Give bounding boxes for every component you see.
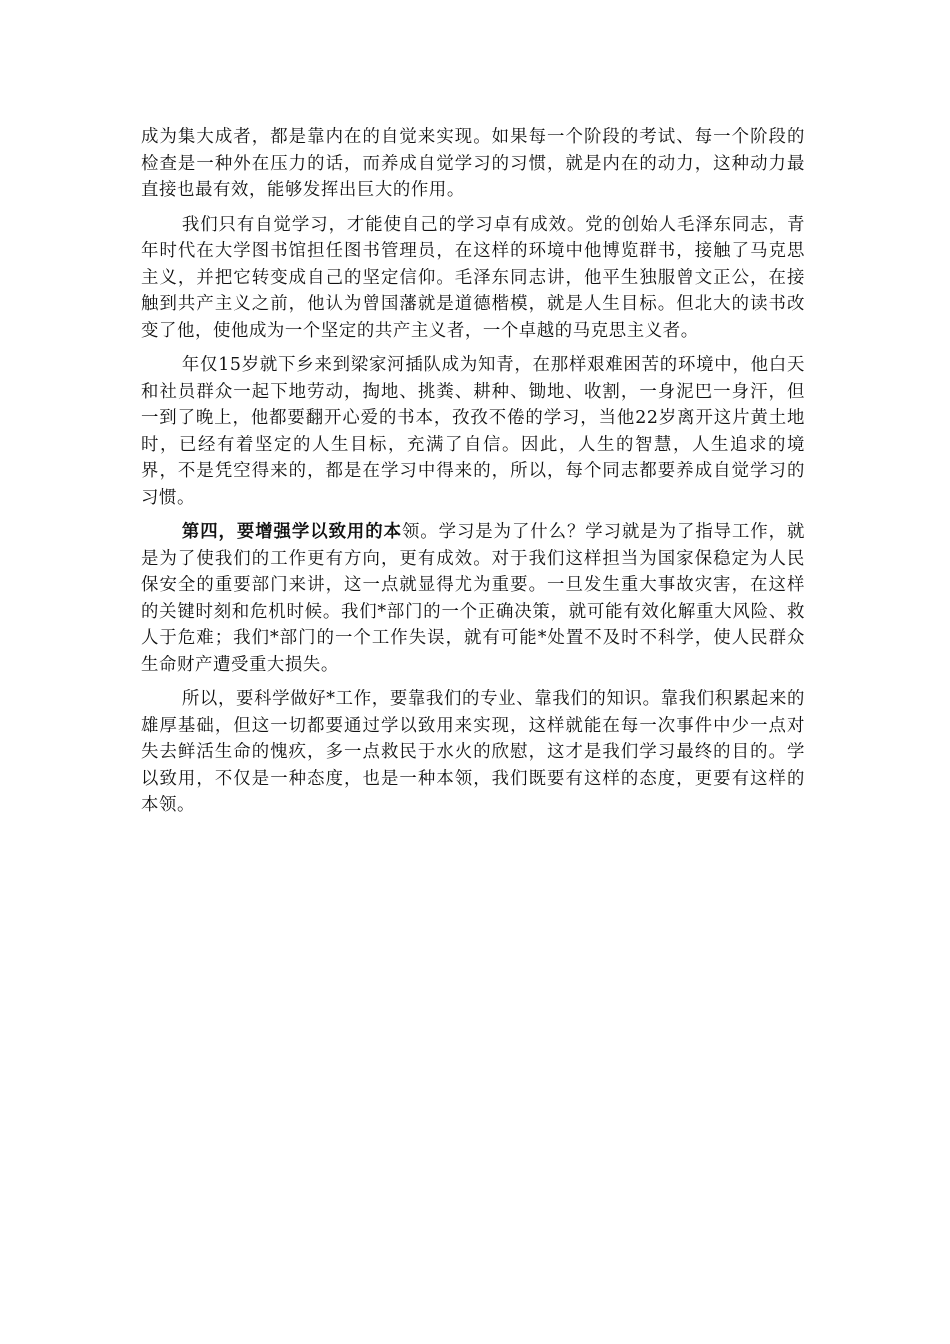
paragraph-3: 年仅15岁就下乡来到梁家河插队成为知青，在那样艰难困苦的环境中，他白天和社员群众一起下地劳动，掏地、挑粪、耕种、锄地、收割，一身泥巴一身汗，但一到了晚上，他都要翻开心爱的书本，孜孜不倦的学习，当他22岁离开这片黄土地时，已经有着坚定的人生目标，充满了自信。因此，人生的智慧，人生追求的境界，不是凭空得来的，都是在学习中得来的，所以，每个同志都要养成自觉学习的习惯。 (141, 355, 805, 508)
paragraph-1: 成为集大成者，都是靠内在的自觉来实现。如果每一个阶段的考试、每一个阶段的检查是一种外在压力的话，而养成自觉学习的习惯，就是内在的动力，这种动力最直接也最有效，能够发挥出巨大的作用。 (141, 127, 805, 200)
document-page (141, 124, 805, 827)
paragraph-4-heading: 第四，要增强学以致用的本 (181, 522, 402, 542)
paragraph-2: 我们只有自觉学习，才能使自己的学习卓有成效。党的创始人毛泽东同志，青年时代在大学图书馆担任图书管理员，在这样的环境中他博览群书，接触了马克思主义，并把它转变成自己的坚定信仰。毛泽东同志讲，他平生独服曾文正公，在接触到共产主义之前，他认为曾国藩就是道德楷模，就是人生目标。但北大的读书改变了他，使他成为一个坚定的共产主义者，一个卓越的马克思主义者。 (141, 214, 805, 341)
paragraph-5: 所以，要科学做好*工作，要靠我们的专业、靠我们的知识。靠我们积累起来的雄厚基础，但这一切都要通过学以致用来实现，这样就能在每一次事件中少一点对失去鲜活生命的愧疚，多一点救民于水火的欣慰，这才是我们学习最终的目的。学以致用，不仅是一种态度，也是一种本领，我们既要有这样的态度，更要有这样的本领。 (141, 689, 805, 815)
paragraph-4-body: 领。学习是为了什么？学习就是为了指导工作，就是为了使我们的工作更有方向，更有成效。对于我们这样担当为国家保稳定为人民保安全的重要部门来讲，这一点就显得尤为重要。一旦发生重大事故灾害，在这样的关键时刻和危机时候。我们*部门的一个正确决策，就可能有效化解重大风险、救人于危难；我们*部门的一个工作失误，就有可能*处置不及时不科学，使人民群众生命财产遭受重大损失。 (141, 522, 806, 675)
paragraph-4 (141, 519, 805, 678)
